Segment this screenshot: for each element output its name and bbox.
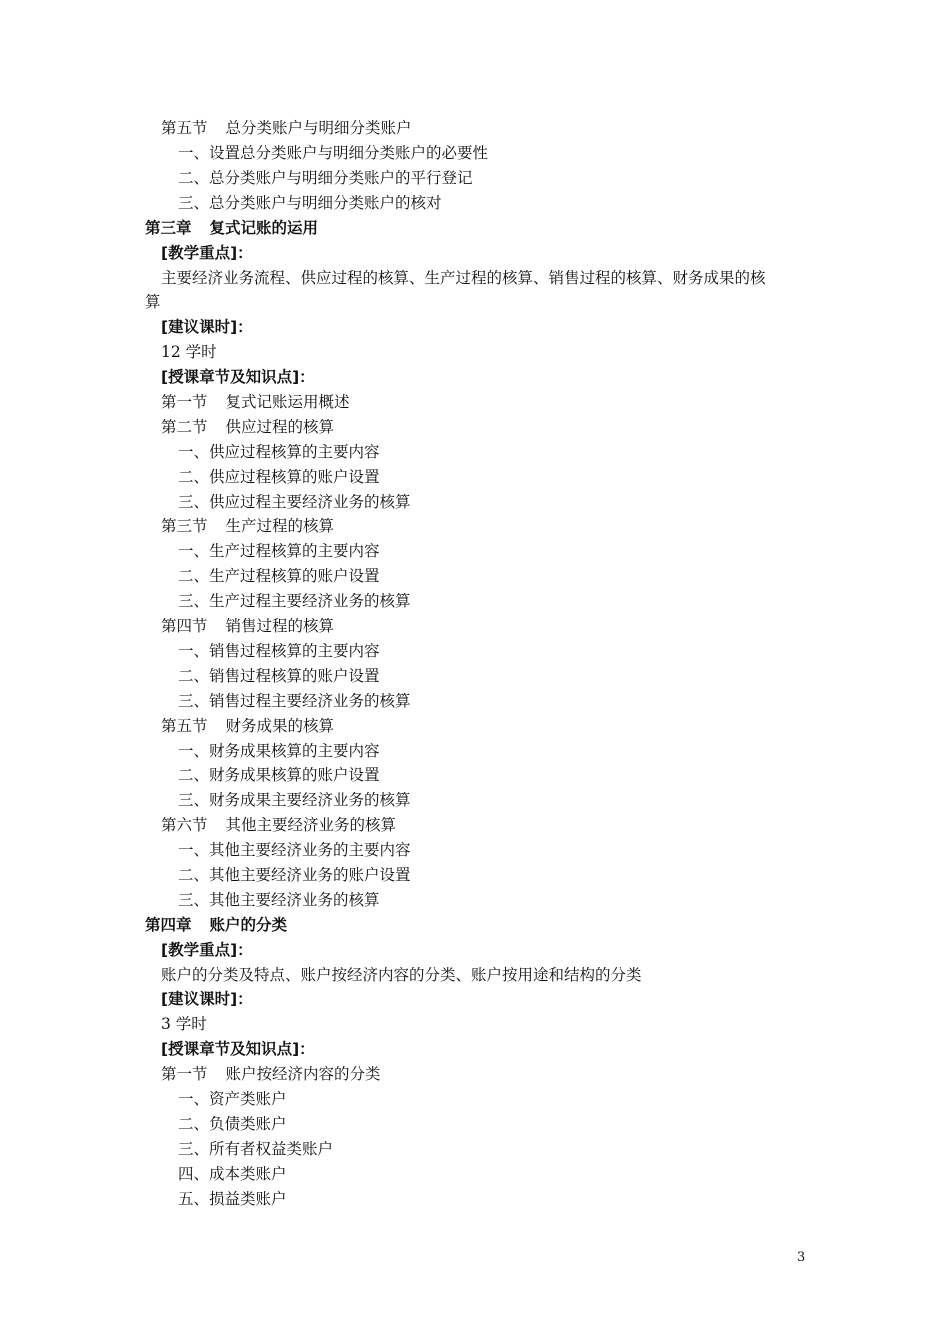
- list-item: 一、资产类账户: [178, 1090, 287, 1108]
- list-item: 一、供应过程核算的主要内容: [178, 443, 380, 461]
- label-heading: [建议课时]：: [161, 990, 253, 1008]
- section-heading: 第五节 财务成果的核算: [161, 717, 335, 735]
- section-heading: 第六节 其他主要经济业务的核算: [161, 816, 397, 834]
- list-item: 三、财务成果主要经济业务的核算: [178, 791, 411, 809]
- list-item: 三、销售过程主要经济业务的核算: [178, 692, 411, 710]
- list-item: 二、负债类账户: [178, 1115, 287, 1133]
- section-heading: 第四节 销售过程的核算: [161, 617, 335, 635]
- label-heading: [授课章节及知识点]：: [161, 368, 315, 386]
- label-heading: [建议课时]：: [161, 318, 253, 336]
- label-heading: [授课章节及知识点]：: [161, 1040, 315, 1058]
- body-text: 账户的分类及特点、账户按经济内容的分类、账户按用途和结构的分类: [161, 966, 642, 984]
- list-item: 一、其他主要经济业务的主要内容: [178, 841, 411, 859]
- list-item: 二、供应过程核算的账户设置: [178, 468, 380, 486]
- section-heading: 第二节 供应过程的核算: [161, 418, 335, 436]
- body-text: 主要经济业务流程、供应过程的核算、生产过程的核算、销售过程的核算、财务成果的核: [161, 269, 766, 287]
- list-item: 二、财务成果核算的账户设置: [178, 766, 380, 784]
- list-item: 三、总分类账户与明细分类账户的核对: [178, 194, 442, 212]
- list-item: 二、总分类账户与明细分类账户的平行登记: [178, 169, 473, 187]
- label-heading: [教学重点]：: [161, 941, 253, 959]
- list-item: 一、生产过程核算的主要内容: [178, 542, 380, 560]
- page-number: 3: [797, 1250, 806, 1265]
- chapter-heading: 第四章 账户的分类: [145, 916, 288, 934]
- section-heading: 第一节 复式记账运用概述: [161, 393, 350, 411]
- list-item: 三、生产过程主要经济业务的核算: [178, 592, 411, 610]
- list-item: 二、其他主要经济业务的账户设置: [178, 866, 411, 884]
- list-item: 三、供应过程主要经济业务的核算: [178, 493, 411, 511]
- list-item: 二、销售过程核算的账户设置: [178, 667, 380, 685]
- list-item: 五、损益类账户: [178, 1190, 287, 1208]
- body-text: 3 学时: [161, 1015, 207, 1033]
- list-item: 二、生产过程核算的账户设置: [178, 567, 380, 585]
- list-item: 三、所有者权益类账户: [178, 1140, 334, 1158]
- list-item: 四、成本类账户: [178, 1165, 287, 1183]
- section-heading: 第三节 生产过程的核算: [161, 517, 335, 535]
- list-item: 一、销售过程核算的主要内容: [178, 642, 380, 660]
- list-item: 一、设置总分类账户与明细分类账户的必要性: [178, 144, 489, 162]
- chapter-heading: 第三章 复式记账的运用: [145, 219, 319, 237]
- section-heading: 第五节 总分类账户与明细分类账户: [161, 119, 412, 137]
- body-text: 算: [145, 293, 161, 311]
- section-heading: 第一节 账户按经济内容的分类: [161, 1065, 381, 1083]
- list-item: 一、财务成果核算的主要内容: [178, 742, 380, 760]
- label-heading: [教学重点]：: [161, 244, 253, 262]
- body-text: 12 学时: [161, 343, 217, 361]
- list-item: 三、其他主要经济业务的核算: [178, 891, 380, 909]
